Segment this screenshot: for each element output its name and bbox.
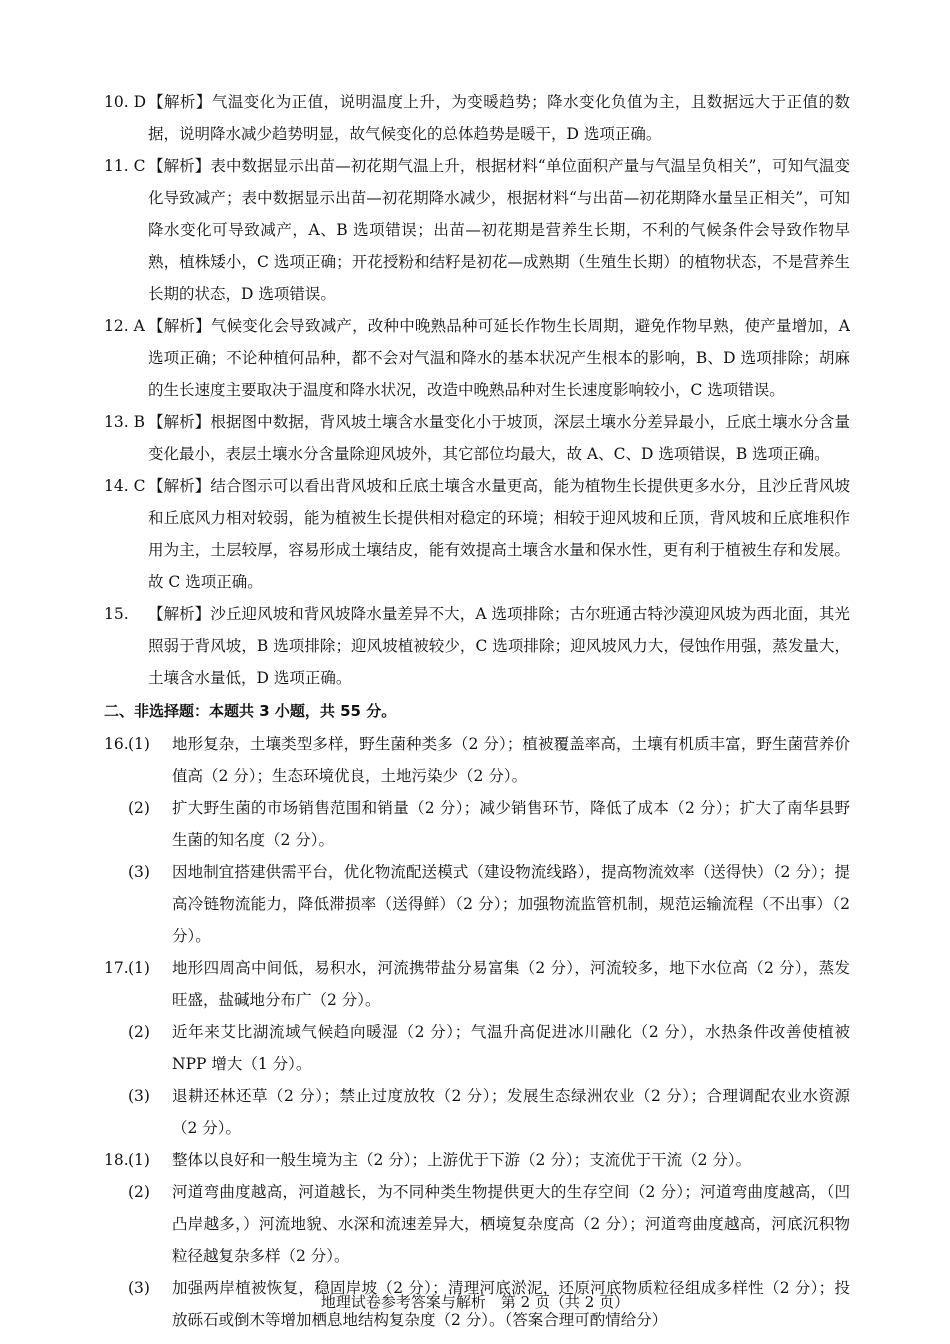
answer-explanation: 【解析】气温变化为正值，说明温度上升，为变暖趋势；降水变化负值为主，且数据远大于正值的数据，说明降水减少趋势明显，故气候变化的总体趋势是暖干，D 选项正确。 [148,93,850,143]
answer-item-16 [104,728,850,952]
answer-explanation: 【解析】根据图中数据，背风坡土壤含水量变化小于坡顶，深层土壤水分差异最小，丘底土壤水分含量变化最小，表层土壤水分含量除迎风坡外，其它部位均最大，故 A、C、D 选项错误，B 选项正确。 [148,413,850,463]
part-text: 近年来艾比湖流域气候趋向暖湿（2 分）；气温升高促进冰川融化（2 分），水热条件改善使植被 NPP 增大（1 分）。 [172,1023,850,1073]
answer-number: 11. C [104,157,146,175]
part-text: 整体以良好和一般生境为主（2 分）；上游优于下游（2 分）；支流优于干流（2 分）。 [172,1151,752,1169]
part-number: (1) [128,735,150,753]
answer-item-11 [104,150,850,310]
answer-number: 15. [104,605,129,623]
part-number: (1) [128,959,150,977]
answer-part [104,1144,850,1176]
answer-number: 10. D [104,93,147,111]
answer-number: 16. [104,735,129,753]
answer-part [104,856,850,952]
answer-item-17 [104,952,850,1144]
part-number: (3) [128,863,150,881]
answer-number: 12. A [104,317,145,335]
answer-explanation: 【解析】沙丘迎风坡和背风坡降水量差异不大，A 选项排除；古尔班通古特沙漠迎风坡为西北面，其光照弱于背风坡，B 选项排除；迎风坡植被较少，C 选项排除；迎风坡风力大，侵蚀作用强，蒸发量大，土壤含水量低，D 选项正确。 [148,605,850,687]
answer-item-10 [104,86,850,150]
answer-item-14 [104,470,850,598]
answer-content [104,86,850,1336]
answer-number: 17. [104,959,129,977]
part-number: (2) [128,799,150,817]
part-number: (1) [128,1151,150,1169]
part-text: 退耕还林还草（2 分）；禁止过度放牧（2 分）；发展生态绿洲农业（2 分）；合理调配农业水资源（2 分）。 [172,1087,850,1137]
answer-number: 14. C [104,477,146,495]
part-text: 扩大野生菌的市场销售范围和销量（2 分）；减少销售环节，降低了成本（2 分）；扩大了南华县野生菌的知名度（2 分）。 [172,799,850,849]
answer-number: 18. [104,1151,129,1169]
part-text: 地形四周高中间低，易积水，河流携带盐分易富集（2 分），河流较多，地下水位高（2 分），蒸发旺盛，盐碱地分布广（2 分）。 [172,959,850,1009]
answer-part [104,792,850,856]
answer-explanation: 【解析】表中数据显示出苗—初花期气温上升，根据材料“单位面积产量与气温呈负相关”，可知气温变化导致减产；表中数据显示出苗—初花期降水减少，根据材料“与出苗—初花期降水量呈正相关”，可知降水变化可导致减产，A、B 选项错误；出苗—初花期是营养生长期，不利的气候条件会导致作物早熟，植株矮小，C 选项正确；开花授粉和结籽是初花—成熟期（生殖生长期）的植物状态，不是营养生长期的状态，D 选项错误。 [148,157,850,303]
answer-explanation: 【解析】气候变化会导致减产，改种中晚熟品种可延长作物生长周期，避免作物早熟，使产量增加，A 选项正确；不论种植何品种，都不会对气温和降水的基本状况产生根本的影响，B、D 选项排除；胡麻的生长速度主要取决于温度和降水状况，改造中晚熟品种对生长速度影响较小，C 选项错误。 [148,317,850,399]
part-text: 加强两岸植被恢复，稳固岸坡（2 分）；清理河底淤泥，还原河底物质粒径组成多样性（2 分）；投放砾石或倒木等增加栖息地结构复杂度（2 分）。（答案合理可酌情给分） [172,1279,850,1329]
section-heading: 二、非选择题：本题共 3 小题，共 55 分。 [104,702,397,720]
part-number: (3) [128,1087,150,1105]
part-number: (2) [128,1183,150,1201]
part-text: 河道弯曲度越高，河道越长，为不同种类生物提供更大的生存空间（2 分）；河道弯曲度越高，（凹凸岸越多，）河流地貌、水深和流速差异大，栖境复杂度高（2 分）；河道弯曲度越高，河底沉积物粒径越复杂多样（2 分）。 [172,1183,850,1265]
answer-item-12 [104,310,850,406]
part-number: (2) [128,1023,150,1041]
part-text: 因地制宜搭建供需平台，优化物流配送模式（建设物流线路），提高物流效率（送得快）（2 分）；提高冷链物流能力，降低滞损率（送得鲜）（2 分）；加强物流监管机制，规范运输流程（不出事）（2 分）。 [172,863,850,945]
answer-number: 13. B [104,413,145,431]
answer-part [104,1176,850,1272]
page-footer: 地理试卷参考答案与解析 第 2 页（共 2 页） [320,1293,630,1311]
answer-part [104,1080,850,1144]
answer-item-13 [104,406,850,470]
answer-explanation: 【解析】结合图示可以看出背风坡和丘底土壤含水量更高，能为植物生长提供更多水分，且沙丘背风坡和丘底风力相对较弱，能为植被生长提供相对稳定的环境；相较于迎风坡和丘顶，背风坡和丘底堆积作用为主，土层较厚，容易形成土壤结皮，能有效提高土壤含水量和保水性，更有利于植被生存和发展。故 C 选项正确。 [148,477,850,591]
answer-item-15 [104,598,850,694]
answer-part [104,728,850,792]
answer-part [104,952,850,1016]
part-text: 地形复杂，土壤类型多样，野生菌种类多（2 分）；植被覆盖率高，土壤有机质丰富，野生菌营养价值高（2 分）；生态环境优良，土地污染少（2 分）。 [172,735,850,785]
answer-part [104,1016,850,1080]
part-number: (3) [128,1279,150,1297]
